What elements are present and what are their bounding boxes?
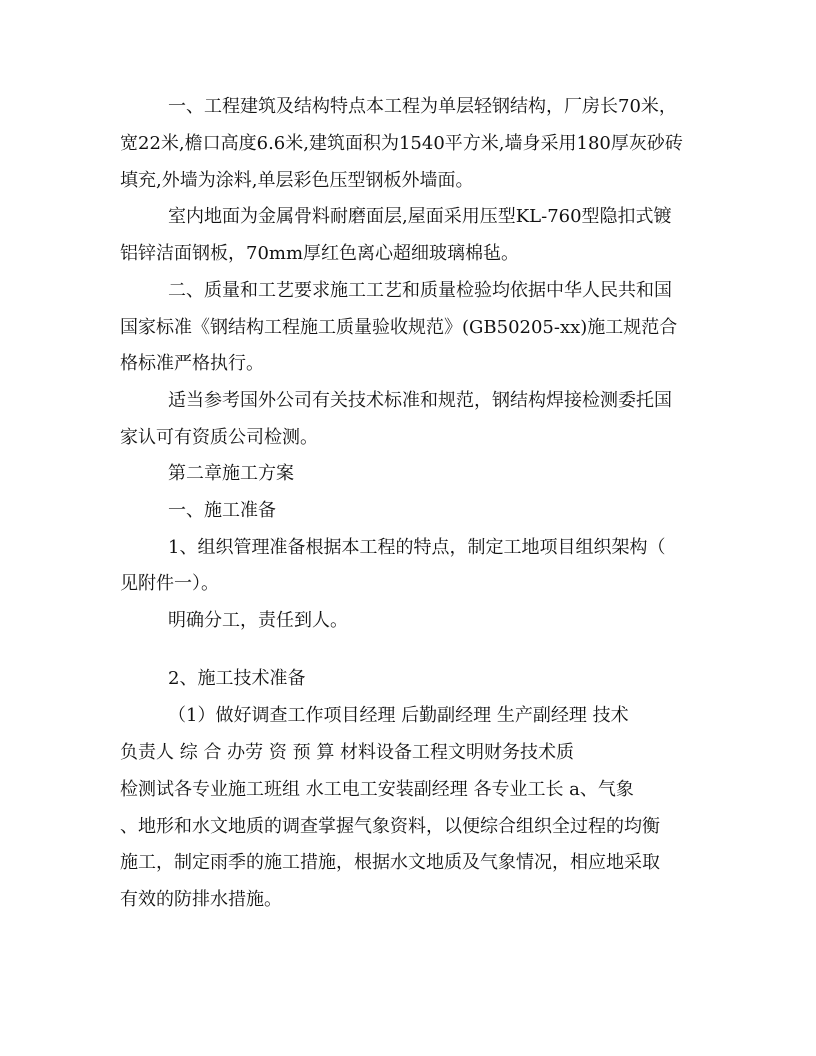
text-line: 宽22米,檐口高度6.6米,建筑面积为1540平方米,墙身采用180厚灰砂砖	[120, 133, 683, 154]
text-line: 见附件一）。	[120, 573, 219, 594]
text-line: 有效的防排水措施。	[120, 889, 282, 910]
text-line: 适当参考国外公司有关技术标准和规范，钢结构焊接检测委托国	[168, 390, 672, 411]
text-line: 国家标准《钢结构工程施工质量验收规范》(GB50205-xx)施工规范合	[120, 317, 678, 338]
text-line: 填充,外墙为涂料,单层彩色压型钢板外墙面。	[120, 170, 474, 191]
text-line: 格标准严格执行。	[120, 353, 264, 374]
text-line: 、地形和水文地质的调查掌握气象资料，以便综合组织全过程的均衡	[120, 816, 660, 837]
chapter-heading: 第二章施工方案	[168, 463, 294, 484]
text-line: 二、质量和工艺要求施工工艺和质量检验均依据中华人民共和国	[168, 280, 672, 301]
text-line: 家认可有资质公司检测。	[120, 427, 318, 448]
text-line: 室内地面为金属骨料耐磨面层,屋面采用压型KL-760型隐扣式镀	[168, 206, 672, 227]
text-line: 明确分工，责任到人。	[168, 610, 348, 631]
text-line: 施工，制定雨季的施工措施，根据水文地质及气象情况，相应地采取	[120, 852, 660, 873]
section-heading: 一、施工准备	[168, 500, 276, 521]
text-line: 1、组织管理准备根据本工程的特点，制定工地项目组织架构（	[168, 537, 666, 558]
text-line: 铝锌洁面钢板，70mm厚红色离心超细玻璃棉毡。	[120, 243, 520, 264]
text-line: （1）做好调查工作项目经理 后勤副经理 生产副经理 技术	[168, 705, 629, 726]
text-line: 检测试各专业施工班组 水工电工安装副经理 各专业工长 a、气象	[120, 779, 634, 800]
text-line: 负责人 综 合 办劳 资 预 算 材料设备工程文明财务技术质	[120, 742, 575, 763]
text-line: 一、工程建筑及结构特点本工程为单层轻钢结构，厂房长70米，	[168, 96, 677, 117]
subsection-heading: 2、施工技术准备	[168, 668, 306, 689]
